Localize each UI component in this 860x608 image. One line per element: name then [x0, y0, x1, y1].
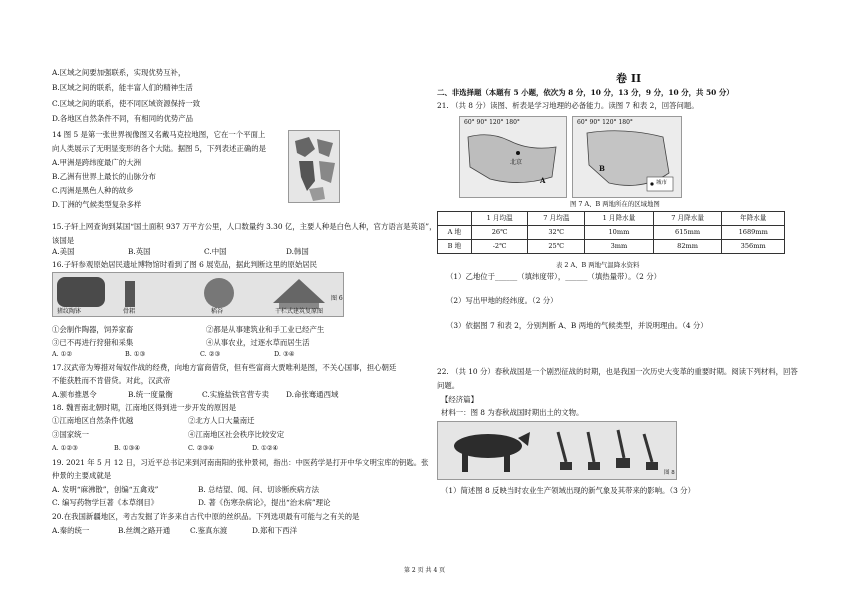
table-row: [438, 226, 785, 240]
q18-choice-c: C. ②③④: [188, 444, 214, 452]
fig8-number: 图 8: [664, 470, 675, 476]
table-cell: 356mm: [722, 240, 785, 254]
q17-option-c: C.实施盐铁官营专卖: [202, 390, 269, 399]
q19-option-d: D. 著《伤寒杂病论》，提出“治未病”理论: [198, 498, 331, 507]
q22-sub-1: （1）简述图 8 反映当时农业生产领域出现的新气象及其带来的影响。（3 分）: [441, 486, 695, 495]
q20-option-b: B.丝绸之路开通: [118, 526, 171, 535]
q19-option-b: B. 总结望、闻、问、切诊断疾病方法: [198, 485, 319, 494]
fig7-right-ticks: 60° 90° 120° 180°: [577, 119, 633, 126]
q20-stem: 20.在我国新疆地区，考古发掘了许多来自古代中原的丝织品。下列选项最有可能与之有关的是: [52, 512, 360, 521]
q16-choice-c: C. ②③: [200, 350, 221, 358]
table-header: 年降水量: [722, 212, 785, 226]
fig7-city-beijing: 北京: [510, 159, 523, 166]
q17-option-d: D.命张骞通西域: [286, 390, 339, 399]
q13-option-c: C.区域之间的联系，使不同区域资源保持一致: [52, 99, 201, 108]
table-cell: 615mm: [653, 226, 722, 240]
table-cell: 3mm: [585, 240, 654, 254]
q21-sub-3: （3）依据图 7 和表 2，分别判断 A、B 两地的气候类型，并说明理由。（4 分）: [446, 321, 708, 330]
q22-stem-2: 问题。: [437, 381, 460, 390]
q15-option-a: A.美国: [52, 247, 75, 256]
q16-option-1: ①会制作陶器，饲养家畜: [52, 325, 134, 334]
table-header: 7 月降水量: [653, 212, 722, 226]
q15-stem-1: 15.子轩上网查询到某国“国土面积 937 万平方公里，人口数量约 3.30 亿，主要人种是白色人种，官方语言是英语”，: [52, 222, 437, 231]
q17-stem-2: 不能获胜而不肯借贷。对此，汉武帝: [52, 376, 171, 385]
q21-sub-1: （1）乙地位于______（填纬度带），______（填热量带）。（2 分）: [446, 272, 661, 281]
q16-choice-a: A. ①②: [52, 350, 73, 358]
climate-table: [437, 211, 785, 254]
q21-sub-2: （2）写出甲地的经纬度。（2 分）: [446, 296, 558, 305]
q15-option-c: C.中国: [204, 247, 227, 256]
q15-stem-2: 该国是: [52, 236, 75, 245]
q16-option-2: ②都是从事建筑业和手工业已经产生: [206, 325, 325, 334]
q14-option-c: C.丙洲是黑色人种的故乡: [52, 186, 134, 195]
q18-choice-b: B. ①③④: [114, 444, 140, 452]
figure-5-world-map: [288, 130, 340, 203]
q18-option-2: ②北方人口大量南迁: [188, 416, 255, 425]
q13-option-a: A.区域之间要加强联系，实现优势互补，: [52, 68, 186, 77]
q13-option-d: D.各地区自然条件不同，有相同的优势产品: [52, 114, 194, 123]
table-cell: 32℃: [528, 226, 585, 240]
table-row: [438, 240, 785, 254]
table-cell: 82mm: [653, 240, 722, 254]
q19-option-a: A. 发明“麻沸散”，创编“五禽戏”: [52, 485, 159, 494]
q18-choice-d: D. ①②④: [252, 444, 279, 452]
q20-option-c: C.鉴真东渡: [190, 526, 228, 535]
figure-7-right-map: [572, 116, 682, 198]
q17-option-b: B.统一度量衡: [128, 390, 173, 399]
material-1-line: 材料一：图 8 为春秋战国时期出土的文物。: [441, 408, 584, 417]
q14-stem-2: 向人类展示了无明显变形的各个大陆。据图 5，下列表述正确的是: [52, 144, 266, 153]
figure-8-artifacts: [437, 421, 677, 480]
q18-option-3: ③国家统一: [52, 430, 89, 439]
q15-option-d: D.韩国: [286, 247, 309, 256]
table-cell: 25℃: [528, 240, 585, 254]
volume-title: 卷 II: [616, 72, 642, 85]
q21-stem: 21. （共 8 分）读图、析表是学习地理的必备能力。读图 7 和表 2，回答问题。: [437, 101, 699, 110]
table-cell: 1689mm: [722, 226, 785, 240]
table-cell: A 地: [438, 226, 472, 240]
q17-option-a: A.颁布推恩令: [52, 390, 97, 399]
table-header-row: [438, 212, 785, 226]
q16-stem: 16.子轩参观原始居民遗址博物馆时看到了图 6 展览品，据此判断这里的原始居民: [52, 260, 318, 269]
economy-heading: 【经济篇】: [441, 395, 478, 404]
table-header: 1 月降水量: [585, 212, 654, 226]
q14-option-b: B.乙洲有世界上最长的山脉分布: [52, 172, 156, 181]
table-header: [438, 212, 472, 226]
fig6-number: 图 6: [331, 295, 343, 302]
fig6-label-bone-spade: 骨耜: [123, 308, 136, 315]
q20-option-a: A.秦的统一: [52, 526, 90, 535]
table-cell: B 地: [438, 240, 472, 254]
figure-7-left-map: [459, 116, 567, 198]
q14-stem-1: 14 图 5 是第一张世界视像图又名戴马克拉地图，它在一个平面上: [52, 130, 266, 139]
table-cell: -2℃: [471, 240, 528, 254]
q13-option-b: B.区域之间的联系，能丰富人们的精神生活: [52, 83, 193, 92]
section-title: 二、非选择题（本题有 5 小题，依次为 8 分，10 分，13 分，9 分，10 分，共 50 分）: [437, 88, 734, 97]
q18-choice-a: A. ①②③: [52, 444, 78, 452]
figure-6-exhibits: [52, 272, 344, 317]
fig6-label-rice: 稻谷: [211, 308, 224, 315]
q17-stem-1: 17.汉武帝为筹措对匈奴作战的经费，向地方富商借贷，但有些富商大贾唯利是图，不关心国事，担心朝廷: [52, 363, 397, 372]
fig7-legend-city: 城市: [656, 180, 668, 186]
table-cell: 10mm: [585, 226, 654, 240]
q19-stem-2: 仲景的主要成就是: [52, 471, 112, 480]
q18-option-4: ④江南地区社会秩序比较安定: [188, 430, 285, 439]
fig7-label-a: A: [540, 176, 546, 185]
q16-option-4: ④从事农业，过逐水草而居生活: [206, 338, 310, 347]
q19-stem-1: 19. 2021 年 5 月 12 日，习近平总书记来到河南南阳的张仲景祠，指出：中医药学是打开中华文明宝库的钥匙。张: [52, 458, 429, 467]
q14-option-d: D.丁洲的气候类型复杂多样: [52, 200, 142, 209]
fig6-label-pottery: 猪纹陶钵: [57, 308, 82, 315]
table-caption: 表 2 A、B 两地气温降水资料: [556, 261, 640, 269]
q18-option-1: ①江南地区自然条件优越: [52, 416, 134, 425]
fig7-label-b: B: [599, 164, 605, 173]
q22-stem-1: 22. （共 10 分）春秋战国是一个剧烈征战的时期，也是我国一次历史大变革的重要时期。阅读下列材料，回答: [437, 367, 798, 376]
q14-option-a: A.甲洲是跨纬度最广的大洲: [52, 158, 141, 167]
q20-option-d: D.郑和下西洋: [252, 526, 297, 535]
page-footer: 第 2 页 共 4 页: [404, 567, 446, 574]
table-header: 1 月均温: [471, 212, 528, 226]
table-cell: 26℃: [471, 226, 528, 240]
fig6-label-stilt-house: 干栏式建筑复原图: [275, 308, 324, 315]
q16-choice-b: B. ①③: [125, 350, 146, 358]
q15-option-b: B.英国: [128, 247, 151, 256]
q18-stem: 18. 魏晋南北朝时期，江南地区得到进一步开发的原因是: [52, 403, 237, 412]
table-header: 7 月均温: [528, 212, 585, 226]
fig7-left-ticks: 60° 90° 120° 180°: [464, 119, 520, 126]
q16-choice-d: D. ③④: [274, 350, 295, 358]
fig7-caption: 图 7 A、B 两地所在的区域地图: [570, 200, 660, 208]
q16-option-3: ③已不再进行狩猎和采集: [52, 338, 134, 347]
q19-option-c: C. 编写药物学巨著《本草纲目》: [52, 498, 159, 507]
